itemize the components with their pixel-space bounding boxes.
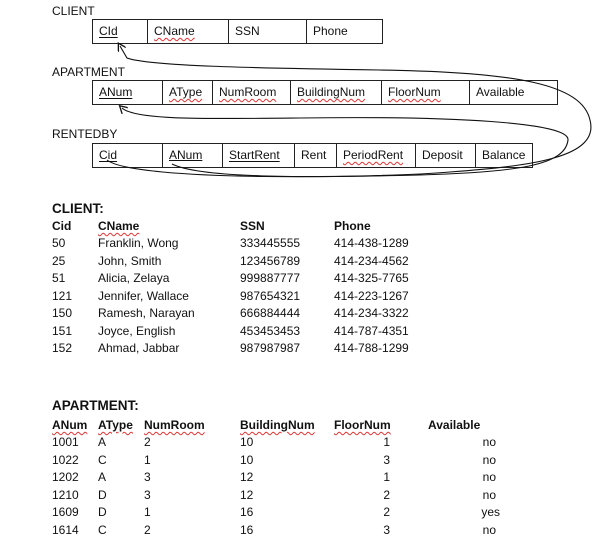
cell: 666884444: [240, 306, 301, 321]
table-row: [52, 340, 444, 358]
rentedby-field-startrent: StartRent: [223, 144, 295, 167]
rentedby-field-cid: Cid: [93, 144, 163, 167]
cell: 1022: [52, 452, 79, 467]
cell: 10: [240, 452, 254, 467]
cell: 1: [144, 452, 151, 467]
table-row: [52, 521, 506, 539]
cell: 414-788-1299: [334, 341, 409, 356]
apartment-table-header-row: [52, 416, 506, 434]
table-row: [52, 252, 444, 270]
client-header-cname: CName: [98, 218, 140, 233]
cell: John, Smith: [98, 253, 162, 268]
cell: 414-325-7765: [334, 271, 409, 286]
cell: 1: [383, 470, 390, 485]
cell: D: [98, 487, 107, 502]
cell: 151: [52, 323, 73, 338]
cell: Franklin, Wong: [98, 236, 179, 251]
cell: 123456789: [240, 253, 301, 268]
client-table: [52, 217, 444, 357]
cell: no: [482, 452, 496, 467]
client-schema-box: [92, 19, 383, 44]
cell: Ramesh, Narayan: [98, 306, 195, 321]
table-row: [52, 270, 444, 288]
apartment-header-atype: AType: [98, 417, 133, 432]
cell: 414-234-4562: [334, 253, 409, 268]
rentedby-field-rent: Rent: [295, 144, 337, 167]
cell: 25: [52, 253, 66, 268]
rentedby-schema-label: RENTEDBY: [52, 127, 118, 141]
rentedby-field-periodrent: PeriodRent: [337, 144, 416, 167]
client-table-title: CLIENT:: [52, 201, 104, 216]
rentedby-field-balance: Balance: [482, 148, 526, 162]
apartment-header-floornum: FloorNum: [334, 417, 391, 432]
client-header-phone: Phone: [334, 218, 371, 233]
cell: Ahmad, Jabbar: [98, 341, 180, 356]
cell: 1: [144, 505, 151, 520]
rentedby-schema-box: [92, 143, 533, 168]
cell: 16: [240, 522, 254, 537]
cell: 1210: [52, 487, 79, 502]
table-row: [52, 486, 506, 504]
cell: 1202: [52, 470, 79, 485]
cell: Jennifer, Wallace: [98, 288, 189, 303]
apartment-field-atype: AType: [163, 81, 213, 104]
cell: 1609: [52, 505, 79, 520]
cell: 121: [52, 288, 73, 303]
cell: 414-223-1267: [334, 288, 409, 303]
client-header-ssn: SSN: [240, 218, 265, 233]
cell: C: [98, 452, 107, 467]
table-row: [52, 235, 444, 253]
apartment-table-title: APARTMENT:: [52, 398, 139, 413]
client-schema-label: CLIENT: [52, 4, 95, 18]
cell: no: [482, 435, 496, 450]
apartment-field-floornum: FloorNum: [382, 81, 470, 104]
client-field-phone: Phone: [313, 24, 348, 38]
cell: D: [98, 505, 107, 520]
apartment-schema-label: APARTMENT: [52, 65, 125, 79]
table-row: [52, 434, 506, 452]
table-row: [52, 322, 444, 340]
cell: no: [482, 522, 496, 537]
apartment-field-anum: ANum: [93, 81, 163, 104]
cell: 1: [383, 435, 390, 450]
apartment-field-numroom: NumRoom: [213, 81, 291, 104]
cell: yes: [481, 505, 500, 520]
cell: 1614: [52, 522, 79, 537]
cell: 3: [144, 487, 151, 502]
cell: A: [98, 470, 107, 485]
cell: A: [98, 435, 107, 450]
cell: 2: [144, 435, 151, 450]
apartment-header-buildingnum: BuildingNum: [240, 417, 315, 432]
cell: 16: [240, 505, 254, 520]
cell: C: [98, 522, 107, 537]
cell: Joyce, English: [98, 323, 176, 338]
apartment-header-numroom: NumRoom: [144, 417, 205, 432]
apartment-field-buildingnum: BuildingNum: [291, 81, 382, 104]
table-row: [52, 305, 444, 323]
table-row: [52, 451, 506, 469]
cell: 414-787-4351: [334, 323, 409, 338]
apartment-schema-box: [92, 80, 558, 105]
cell: 1001: [52, 435, 79, 450]
cell: 12: [240, 470, 254, 485]
apartment-header-available: Available: [428, 417, 481, 432]
client-field-cname: CName: [148, 20, 229, 43]
cell: no: [482, 470, 496, 485]
cell: 2: [144, 522, 151, 537]
cell: 2: [383, 505, 390, 520]
client-header-cid: Cid: [52, 218, 72, 233]
cell: Alicia, Zelaya: [98, 271, 170, 286]
cell: 152: [52, 341, 73, 356]
apartment-table: [52, 416, 506, 539]
client-table-header-row: [52, 217, 444, 235]
cell: 3: [144, 470, 151, 485]
cell: 51: [52, 271, 66, 286]
apartment-field-available: Available: [476, 85, 525, 99]
table-row: [52, 287, 444, 305]
cell: 50: [52, 236, 66, 251]
cell: 2: [383, 487, 390, 502]
apartment-header-anum: ANum: [52, 417, 88, 432]
cell: 999887777: [240, 271, 301, 286]
cell: 414-234-3322: [334, 306, 409, 321]
client-field-cid: CId: [93, 20, 148, 43]
rentedby-field-deposit: Deposit: [416, 144, 476, 167]
table-row: [52, 504, 506, 522]
cell: 3: [383, 452, 390, 467]
cell: 453453453: [240, 323, 301, 338]
cell: 10: [240, 435, 254, 450]
cell: 3: [383, 522, 390, 537]
cell: 333445555: [240, 236, 301, 251]
table-row: [52, 469, 506, 487]
cell: 987987987: [240, 341, 301, 356]
cell: 12: [240, 487, 254, 502]
cell: 414-438-1289: [334, 236, 409, 251]
rentedby-field-anum: ANum: [163, 144, 223, 167]
cell: 150: [52, 306, 73, 321]
client-field-ssn: SSN: [229, 20, 307, 43]
cell: no: [482, 487, 496, 502]
cell: 987654321: [240, 288, 301, 303]
